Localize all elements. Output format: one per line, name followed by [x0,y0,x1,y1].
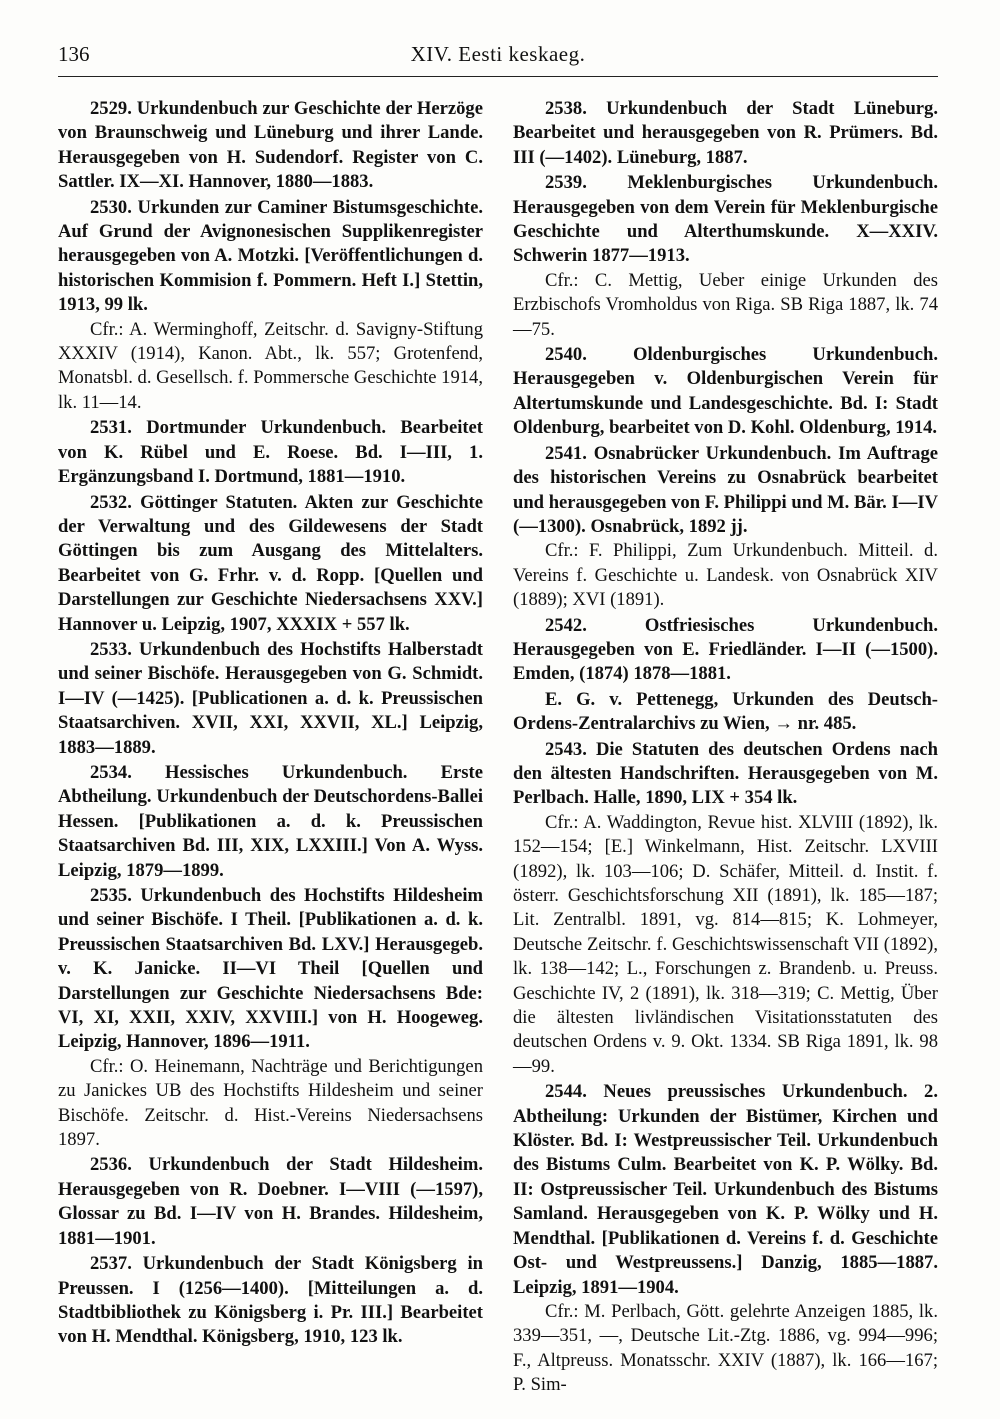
entry-cfr: Cfr.: A. Waddington, Revue hist. XLVIII (1892), lk. 152—154; [E.] Winkelmann, Hist. Zeitschr. LXVIII (1892), lk. 103—106; D. Schäfer, Mitteil. d. Instit. f. österr. Geschichtsforschung XII (1891), lk. 185—187; Lit. Zentralbl. 1891, vg. 814—815; K. Lohmeyer, Deutsche Zeitschr. f. Geschichtswissenschaft VII (1892), lk. 138—142; L., Forschungen z. Brandenb. u. Preuss. Geschichte IV, 2 (1891), lk. 318—319; C. Mettig, Über die ältesten livländischen Visitationsstatuten des deutschen Ordens v. 9. Okt. 1334. SB Riga 1891, lk. 98—99. [513,811,938,1077]
entry-2535 [58,884,483,1152]
entry-2544 [513,1080,938,1397]
entry-2529 [58,97,483,195]
running-title: XIV. Eesti keskaeg. [410,42,586,66]
entry-cfr: Cfr.: O. Heinemann, Nachträge und Berichtigungen zu Janickes UB des Hochstifts Hildesheim und seiner Bischöfe. Zeitschr. d. Hist.-Vereins Niedersachsens 1897. [58,1055,483,1151]
entry-body: 2533. Urkundenbuch des Hochstifts Halberstadt und seiner Bischöfe. Herausgegeben von G. Schmidt. I—IV (—1425). [Publicationen a. d. k. Preussischen Staatsarchiven. XVII, XXI, XXVII, XL.] Leipzig, 1883—1889. [58,638,483,758]
entry-body: 2542. Ostfriesisches Urkundenbuch. Herausgegeben von E. Friedländer. I—II (—1500). Emden, (1874) 1878—1881. [513,614,938,685]
entry-2542 [513,614,938,687]
entry-2531 [58,416,483,489]
entry-body: 2538. Urkundenbuch der Stadt Lüneburg. Bearbeitet und herausgegeben von R. Prümers. Bd. III (—1402). Lüneburg, 1887. [513,98,938,168]
entry-cfr: Cfr.: M. Perlbach, Gött. gelehrte Anzeigen 1885, lk. 339—351, —, Deutsche Lit.-Ztg. 1886, vg. 994—996; F., Altpreuss. Monatsschr. XXIV (1887), lk. 166—167; P. Sim- [513,1300,938,1396]
entry-body: 2535. Urkundenbuch des Hochstifts Hildesheim und seiner Bischöfe. I Theil. [Publikationen a. d. k. Preussischen Staatsarchiven Bd. LXV.] Herausgegeb. v. K. Janicke. II—VI Theil [Quellen und Darstellungen zur Geschichte Niedersachsens Bde: VI, XI, XXII, XXIV, XXVIII.] von H. Hoogeweg. Leipzig, Hannover, 1896—1911. [58,885,483,1053]
entry-body: 2540. Oldenburgisches Urkundenbuch. Herausgegeben v. Oldenburgischen Verein für Altertumskunde und Landesgeschichte. Bd. I: Stadt Oldenburg, bearbeitet von D. Kohl. Oldenburg, 1914. [513,344,938,439]
entry-pettenegg [513,688,938,737]
entry-cfr: Cfr.: C. Mettig, Ueber einige Urkunden des Erzbischofs Vromholdus von Riga. SB Riga 1887, lk. 74—75. [513,269,938,340]
page-number: 136 [58,42,90,66]
entry-body: 2541. Osnabrücker Urkundenbuch. Im Auftrage des historischen Vereins zu Osnabrück bearbeitet und herausgegeben von F. Philippi und M. Bär. I—IV (—1300). Osnabrück, 1892 jj. [513,442,938,537]
entry-body: E. G. v. Pettenegg, Urkunden des Deutsch-Ordens-Zentralarchivs zu Wien, → nr. 485. [513,688,938,735]
right-column [513,97,938,1399]
entry-body: 2532. Göttinger Statuten. Akten zur Geschichte der Verwaltung und des Gildewesens der Stadt Göttingen bis zum Ausgang des Mittelalters. Bearbeitet von G. Frhr. v. d. Ropp. [Quellen und Darstellungen zur Geschichte Niedersachsens XXV.] Hannover u. Leipzig, 1907, XXXIX + 557 lk. [58,491,483,635]
entry-body: 2536. Urkundenbuch der Stadt Hildesheim. Herausgegeben von R. Doebner. I—VIII (—1597), Glossar zu Bd. I—IV von H. Brandes. Hildesheim, 1881—1901. [58,1154,483,1249]
left-column [58,97,483,1351]
entry-body: 2534. Hessisches Urkundenbuch. Erste Abtheilung. Urkundenbuch der Deutschordens-Ballei Hessen. [Publikationen a. d. k. Preussischen Staatsarchiven Bd. III, XIX, LXXIII.] Von A. Wyss. Leipzig, 1879—1899. [58,761,483,881]
entry-body: 2544. Neues preussisches Urkundenbuch. 2. Abtheilung: Urkunden der Bistümer, Kirchen und Klöster. Bd. I: Westpreussischer Teil. Urkundenbuch des Bistums Culm. Bearbeitet von K. P. Wölky. Bd. II: Ostpreussischer Teil. Urkundenbuch des Bistums Samland. Herausgegeben von K. P. Wölky und H. Mendthal. [Publikationen d. Vereins f. d. Geschichte Ost- und Westpreussens.] Danzig, 1885—1887. Leipzig, 1891—1904. [513,1081,938,1298]
entry-2533 [58,638,483,760]
page-header [58,42,938,77]
entry-body: 2537. Urkundenbuch der Stadt Königsberg in Preussen. I (1256—1400). [Mitteilungen a. d. Stadtbibliothek zu Königsberg i. Pr. III.] Bearbeitet von H. Mendthal. Königsberg, 1910, 123 lk. [58,1253,483,1348]
entry-2536 [58,1153,483,1251]
entry-body: 2539. Meklenburgisches Urkundenbuch. Herausgegeben von dem Verein für Meklenburgische Geschichte und Alterthumskunde. X—XXIV. Schwerin 1877—1913. [513,172,938,267]
entry-2541 [513,442,938,613]
entry-2530 [58,196,483,416]
entry-body: 2529. Urkundenbuch zur Geschichte der Herzöge von Braunschweig und Lüneburg und ihrer Lande. Herausgegeben von H. Sudendorf. Register von C. Sattler. IX—XI. Hannover, 1880—1883. [58,98,483,193]
entry-2543 [513,738,938,1080]
entry-body: 2530. Urkunden zur Caminer Bistumsgeschichte. Auf Grund der Avignonesischen Supplikenregister herausgegeben von A. Motzki. [Veröffentlichungen d. historischen Kommision f. Pommern. Heft I.] Stettin, 1913, 99 lk. [58,196,483,316]
entry-cfr: Cfr.: F. Philippi, Zum Urkundenbuch. Mitteil. d. Vereins f. Geschichte u. Landesk. von Osnabrück XIV (1889); XVI (1891). [513,540,938,611]
entry-2540 [513,343,938,441]
entry-2537 [58,1252,483,1350]
entry-cfr: Cfr.: A. Werminghoff, Zeitschr. d. Savigny-Stiftung XXXIV (1914), Kanon. Abt., lk. 557; Grotenfend, Monatsbl. d. Gesellsch. f. Pommersche Geschichte 1914, lk. 11—14. [58,318,483,413]
entry-2538 [513,97,938,170]
entry-2534 [58,761,483,883]
entry-2532 [58,491,483,637]
entry-body: 2531. Dortmunder Urkundenbuch. Bearbeitet von K. Rübel und E. Roese. Bd. I—III, 1. Ergänzungsband I. Dortmund, 1881—1910. [58,417,483,488]
entry-body: 2543. Die Statuten des deutschen Ordens nach den ältesten Handschriften. Herausgegeben von M. Perlbach. Halle, 1890, LIX + 354 lk. [513,738,938,809]
entry-2539 [513,171,938,342]
